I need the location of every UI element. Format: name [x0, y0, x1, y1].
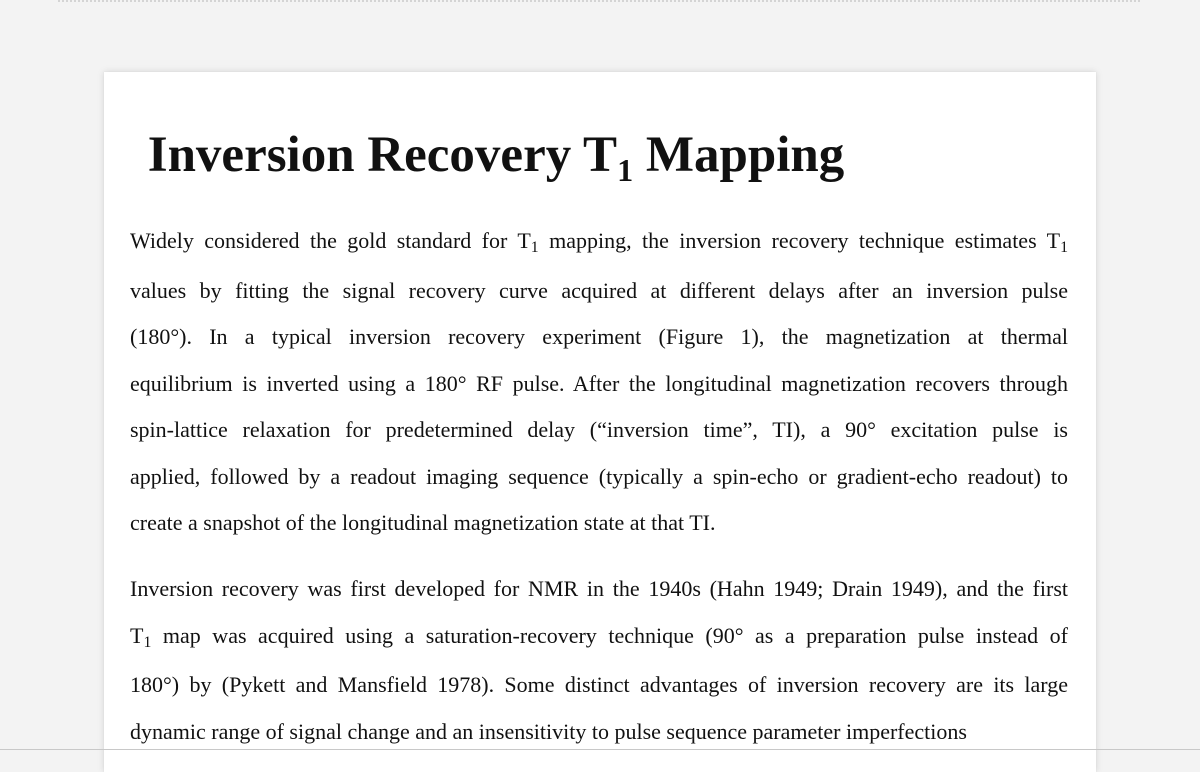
text-run: (180°). In a typical inversion recovery experiment (Figure 1), the magnetization at thermal [130, 324, 1068, 349]
text-run: Inversion recovery was first developed for NMR in the 1940s (Hahn 1949; Drain 1949), and the first [130, 576, 1068, 601]
text-run: mapping, the inversion recovery technique estimates T [538, 228, 1061, 253]
paragraph-line [130, 407, 1068, 454]
text-run: spin-lattice relaxation for predetermined delay (“inversion time”, TI), a 90° excitation pulse is [130, 417, 1068, 442]
text-run: values by fitting the signal recovery curve acquired at different delays after an inversion pulse [130, 277, 1068, 303]
paragraph-2 [130, 566, 1068, 755]
subscript: 1 [143, 633, 152, 651]
title-text-end: Mapping [633, 127, 845, 183]
paragraph-line [130, 218, 1068, 268]
title-subscript: 1 [617, 151, 634, 188]
paragraph-line [130, 662, 1068, 709]
paragraph-1 [130, 218, 1068, 547]
paragraph-line [130, 613, 1068, 663]
subscript: 1 [530, 239, 539, 257]
paragraph-line [130, 566, 1068, 613]
text-run: 180°) by (Pykett and Mansfield 1978). Some distinct advantages of inversion recovery are its large [130, 672, 1068, 697]
paragraph-line [130, 268, 1068, 315]
document-title [0, 120, 992, 195]
text-run: applied, followed by a readout imaging sequence (typically a spin-echo or gradient-echo readout) to [130, 463, 1068, 489]
paragraph-line [130, 454, 1068, 501]
text-run: Widely considered the gold standard for T [130, 228, 531, 253]
text-run: map was acquired using a saturation-recovery technique (90° as a preparation pulse instead of [151, 622, 1068, 648]
paragraph-line [130, 361, 1068, 408]
text-run: equilibrium is inverted using a 180° RF pulse. After the longitudinal magnetization recovers through [130, 370, 1068, 396]
paragraph-line [130, 314, 1068, 361]
text-run: T [130, 622, 144, 648]
text-run: dynamic range of signal change and an insensitivity to pulse sequence parameter imperfections [130, 718, 967, 744]
subscript: 1 [1060, 239, 1068, 257]
top-divider [58, 0, 1140, 2]
text-run: create a snapshot of the longitudinal magnetization state at that TI. [130, 510, 716, 535]
paragraph-line [130, 500, 1068, 547]
title-text: Inversion Recovery T [147, 127, 618, 183]
